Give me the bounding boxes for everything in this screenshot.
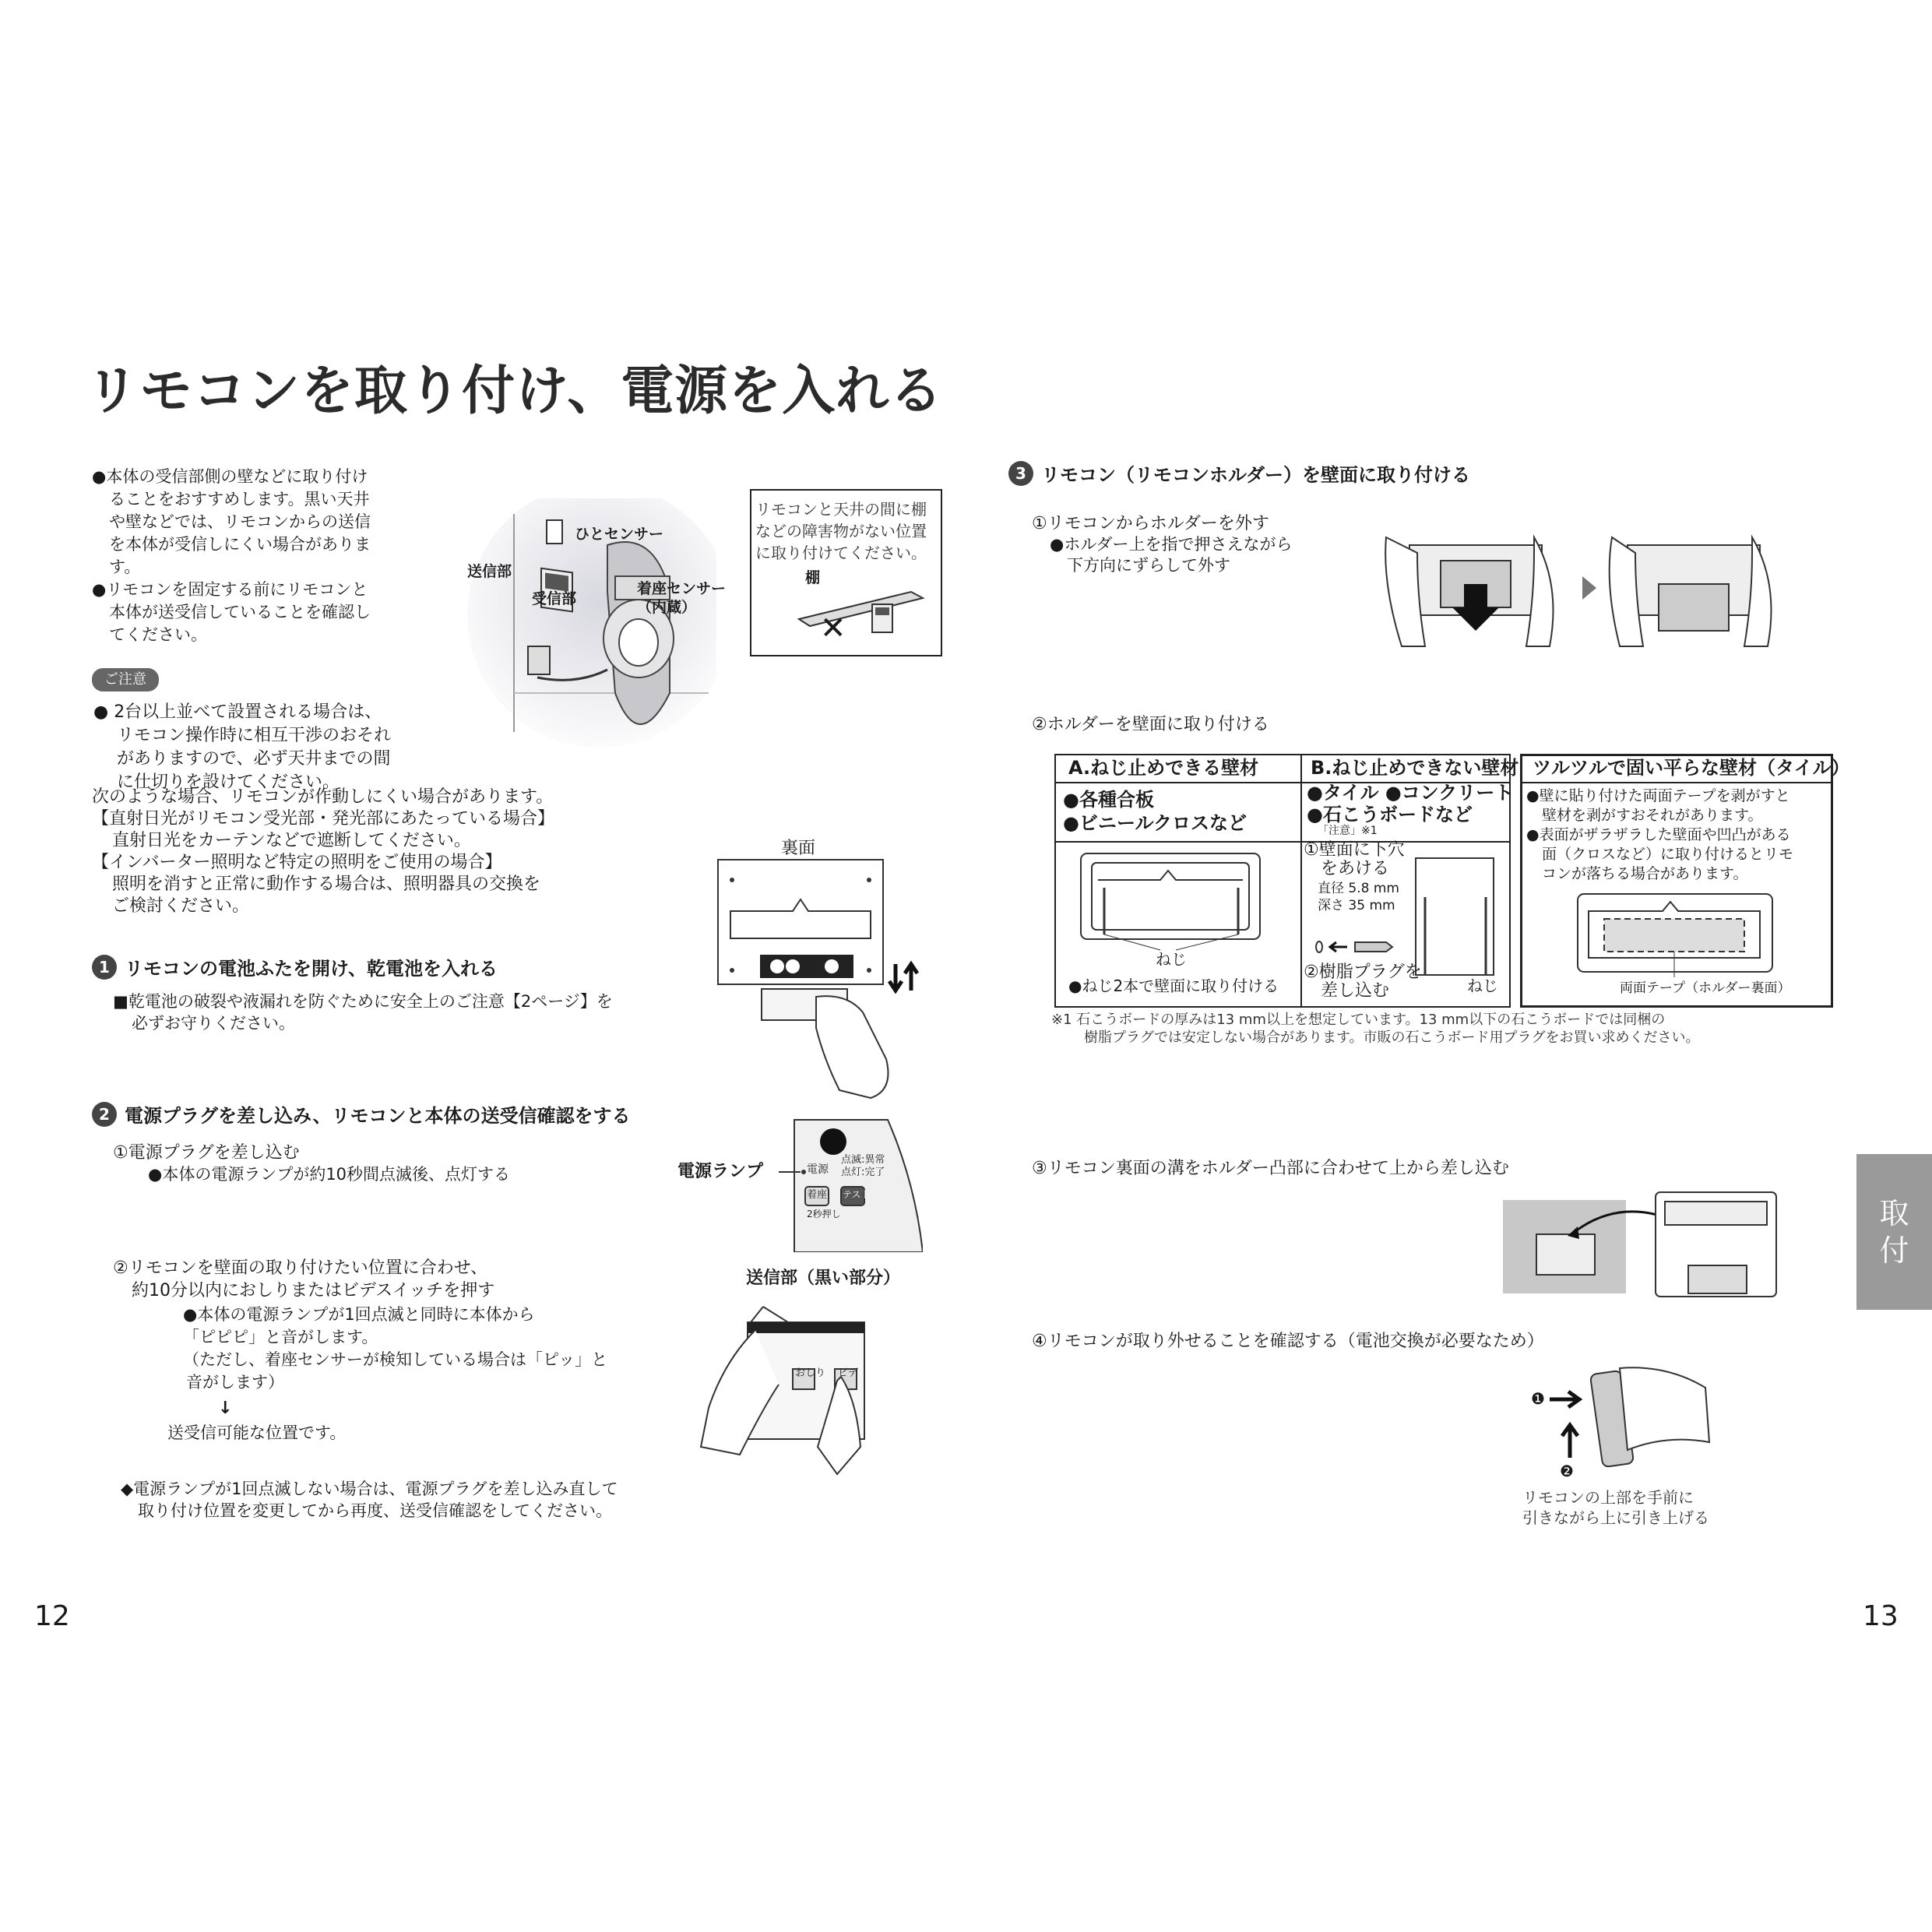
page-number-left: 12: [34, 1600, 70, 1632]
shelf-note: [755, 498, 927, 564]
label-soshin: 送信部: [467, 563, 512, 580]
page-title: リモコンを取り付け、電源を入れる: [86, 361, 944, 422]
step2-number: 2: [92, 1102, 117, 1127]
label-tana: 棚: [805, 569, 821, 586]
table-col-c-item: 壁材を剥がすおそれがあります。: [1542, 807, 1763, 824]
down-arrow: ↓: [218, 1399, 233, 1418]
table-col-c-items: [1526, 787, 1793, 884]
cross-mark: ✕: [820, 611, 846, 646]
control-panel-illustration: [779, 1112, 923, 1252]
step2-sub2-note: [183, 1304, 607, 1394]
table-col-b-header: B.ねじ止めできない壁材: [1311, 757, 1519, 779]
panel-hold: 2秒押し: [807, 1209, 841, 1219]
label-soshin-black: 送信部（黒い部分）: [746, 1269, 901, 1288]
table-col-b-step2: [1304, 963, 1422, 1001]
intro-line: 本体が送受信していることを確認し: [109, 603, 371, 621]
step2-footnote: [121, 1478, 618, 1522]
mark-2: ❷: [1560, 1462, 1574, 1480]
label-jushin: 受信部: [532, 590, 577, 607]
remote-btn-oshiri: おしり: [795, 1367, 826, 1379]
section-tab-line: 取: [1879, 1196, 1909, 1230]
remote-lift-illustration: [1534, 1357, 1713, 1473]
step2-footnote-line: ◆電源ランプが1回点滅しない場合は、電源プラグを差し込み直して: [121, 1480, 618, 1498]
table-divider: [1520, 782, 1833, 783]
step2-sub2-note-line: （ただし、着座センサーが検知している場合は「ピッ」と: [183, 1350, 608, 1369]
table-col-b-step1-line: ①壁面に下穴: [1304, 840, 1405, 860]
step3-heading: [1008, 459, 1470, 487]
table-col-c-header: ツルツルで固い平らな壁材（タイル）: [1533, 757, 1850, 779]
step2-sub2-note-line: ●本体の電源ランプが1回点滅と同時に本体から: [183, 1305, 535, 1324]
step3-title: リモコン（リモコンホルダー）を壁面に取り付ける: [1041, 464, 1471, 486]
shelf-note-line: に取り付けてください。: [755, 544, 927, 562]
table-col-a-header: A.ねじ止めできる壁材: [1068, 757, 1259, 779]
shelf-illustration: [794, 576, 934, 654]
section-tab-line: 付: [1879, 1233, 1909, 1268]
page-number-right: 13: [1863, 1600, 1899, 1632]
panel-dengen: 電源: [807, 1163, 829, 1176]
table-col-b-item: ●タイル ●コンクリート: [1307, 782, 1514, 804]
caution-line: がありますので、必ず天井までの間: [117, 749, 391, 769]
remote-press-illustration: [693, 1291, 911, 1478]
table-col-b-dim: 深さ 35 mm: [1318, 898, 1395, 913]
caution-more-line: 直射日光をカーテンなどで遮断してください。: [112, 831, 471, 850]
table-col-a-items: [1063, 788, 1247, 835]
table-col-a-item: ●ビニールクロスなど: [1063, 812, 1247, 834]
intro-line: や壁などでは、リモコンからの送信: [109, 512, 371, 531]
table-col-c-item: ●表面がザラザラした壁面や凹凸がある: [1526, 826, 1791, 843]
step3-number: 3: [1008, 461, 1033, 486]
table-col-a-item: ●各種合板: [1063, 789, 1154, 811]
caution-line: リモコン操作時に相互干渉のおそれ: [117, 726, 392, 745]
table-col-b-note: 「注意」※1: [1318, 825, 1378, 837]
intro-line: ●リモコンを固定する前にリモコンと: [92, 580, 368, 599]
step3-sub4-note-line: リモコンの上部を手前に: [1522, 1488, 1694, 1507]
panel-tenmetsu: 点滅:異常: [841, 1154, 885, 1166]
caution-line: ● 2台以上並べて設置される場合は、: [93, 702, 382, 722]
label-hito-sensor: ひとセンサー: [575, 526, 664, 543]
step3-footnote-line: 樹脂プラグでは安定しない場合があります。市販の石こうボード用プラグをお買い求めください。: [1084, 1029, 1700, 1046]
step1-number: 1: [92, 955, 117, 980]
step2-footnote-line: 取り付け位置を変更してから再度、送受信確認をしてください。: [138, 1501, 612, 1520]
caution-line: に仕切りを設けてください。: [117, 772, 340, 792]
step3-sub1-note-line: ●ホルダー上を指で押さえながら: [1050, 535, 1293, 554]
table-col-a-foot: ●ねじ2本で壁面に取り付ける: [1068, 977, 1279, 995]
caution-more-line: 次のような場合、リモコンが作動しにくい場合があります。: [92, 787, 554, 807]
label-naizo: （内蔵）: [637, 599, 697, 616]
intro-line: ●本体の受信部側の壁などに取り付け: [92, 467, 368, 486]
caution-more-line: ご検討ください。: [112, 896, 250, 916]
holder-screw-illustration: [1075, 849, 1285, 958]
remote-btn-bide: ビデ: [838, 1367, 859, 1379]
step3-sub1-note-line: 下方向にずらして外す: [1067, 556, 1230, 575]
panel-tento: 点灯:完了: [841, 1167, 885, 1178]
caution-more: [92, 787, 554, 917]
step3-footnote-line: ※1 石こうボードの厚みは13 mm以上を想定しています。13 mm以下の石こうボードでは同梱の: [1051, 1012, 1666, 1028]
step3-sub4: ④リモコンが取り外せることを確認する（電池交換が必要なため）: [1032, 1332, 1544, 1351]
step1-note-line: ■乾電池の破裂や液漏れを防ぐために安全上のご注意【2ページ】を: [113, 992, 613, 1011]
holder-insert-illustration: [1501, 1188, 1782, 1300]
table-col-b-items: [1307, 782, 1513, 825]
step2-heading: [92, 1100, 630, 1128]
label-chakuza: 着座センサー: [637, 580, 727, 597]
step2-sub1-note: ●本体の電源ランプが約10秒間点滅後、点灯する: [148, 1165, 511, 1184]
holder-tape-illustration: [1573, 888, 1783, 981]
table-col-b-step2-line: 差し込む: [1321, 981, 1390, 1001]
step2-sub2: [113, 1257, 494, 1302]
step2-sub2-note-line: 音がします）: [186, 1373, 284, 1392]
step1-heading: [92, 953, 498, 980]
step2-result: 送受信可能な位置です。: [167, 1423, 347, 1442]
mark-1: ❶: [1531, 1389, 1545, 1408]
panel-test: テスト: [843, 1189, 871, 1200]
shelf-note-line: などの障害物がない位置: [755, 522, 927, 540]
panel-chakuza: 着座: [807, 1189, 828, 1201]
caution-more-line: 照明を消すと正常に動作する場合は、照明器具の交換を: [112, 875, 541, 894]
table-col-c-item: ●壁に貼り付けた両面テープを剥がすと: [1526, 787, 1790, 804]
table-col-c-item: コンが落ちる場合があります。: [1542, 865, 1748, 882]
step2-sub1: ①電源プラグを差し込む: [113, 1143, 300, 1163]
battery-illustration: [715, 857, 941, 1106]
table-col-b-item: ●石こうボードなど: [1307, 804, 1473, 825]
table-col-c-item: 面（クロスなど）に取り付けるとリモ: [1542, 846, 1794, 863]
caution-more-line: 【直射日光がリモコン受光部・発光部にあたっている場合】: [92, 809, 555, 829]
intro-line: を本体が受信しにくい場合がありま: [109, 535, 371, 554]
step2-sub2-line: ②リモコンを壁面の取り付けたい位置に合わせ、: [113, 1258, 488, 1278]
step3-footnote: [1051, 1011, 1700, 1047]
section-tab[interactable]: [1856, 1154, 1932, 1310]
step3-sub1-note: [1050, 534, 1292, 576]
intro-line: ることをおすすめします。黒い天井: [109, 490, 370, 509]
step2-sub2-line: 約10分以内におしりまたはビデスイッチを押す: [132, 1281, 495, 1300]
table-divider: [1300, 754, 1302, 1008]
step2-title: 電源プラグを差し込み、リモコンと本体の送受信確認をする: [125, 1105, 631, 1127]
step1-note-line: 必ずお守りください。: [132, 1014, 295, 1033]
step1-note: [113, 991, 613, 1034]
table-col-c-tape: 両面テープ（ホルダー裏面）: [1620, 980, 1791, 996]
caution-block: [93, 701, 391, 794]
table-col-a-neji: ねじ: [1156, 950, 1187, 969]
step1-title: リモコンの電池ふたを開け、乾電池を入れる: [125, 958, 498, 980]
step3-sub2: ②ホルダーを壁面に取り付ける: [1032, 715, 1269, 734]
table-divider: [1054, 841, 1511, 843]
caution-more-line: 【インバーター照明など特定の照明をご使用の場合】: [92, 853, 502, 872]
step2-sub2-note-line: 「ピピピ」と音がします。: [183, 1328, 378, 1346]
table-col-b-neji: ねじ: [1467, 977, 1498, 995]
holder-remove-illustration: [1378, 522, 1783, 654]
table-col-b-step1-line: をあける: [1321, 859, 1390, 878]
intro-line: す。: [109, 558, 141, 576]
intro-line: てください。: [109, 625, 207, 644]
intro-bullets: [92, 466, 371, 646]
label-uramen: 裏面: [781, 839, 816, 858]
step3-sub1: ①リモコンからホルダーを外す: [1032, 514, 1269, 533]
step3-sub3: ③リモコン裏面の溝をホルダー凸部に合わせて上から差し込む: [1032, 1159, 1509, 1178]
shelf-note-line: リモコンと天井の間に棚: [755, 500, 927, 519]
step3-sub4-note: [1522, 1487, 1709, 1528]
step3-sub4-note-line: 引きながら上に引き上げる: [1522, 1508, 1709, 1527]
table-col-b-dim: 直径 5.8 mm: [1318, 881, 1399, 896]
caution-badge: ご注意: [92, 668, 159, 692]
table-col-b-step2-line: ②樹脂プラグを: [1304, 962, 1422, 982]
label-power-lamp: 電源ランプ: [677, 1162, 764, 1181]
